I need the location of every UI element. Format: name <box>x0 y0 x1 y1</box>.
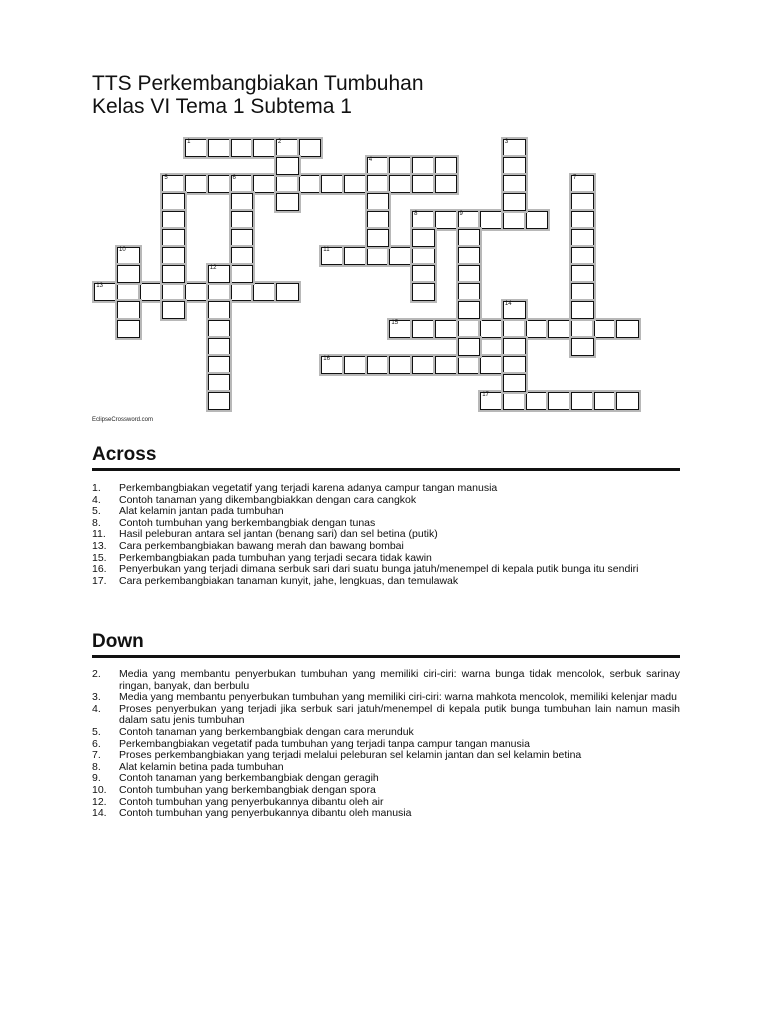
crossword-cell <box>162 247 185 265</box>
crossword-cell <box>616 320 639 338</box>
clue-text: Hasil peleburan antara sel jantan (benang sari) dan sel betina (putik) <box>119 528 438 541</box>
crossword-cell <box>253 283 276 301</box>
crossword-cell <box>571 247 594 265</box>
crossword-cell <box>367 356 390 374</box>
clue-number: 10 <box>119 247 126 254</box>
clue-text: Cara perkembangbiakan bawang merah dan bawang bombai <box>119 539 404 552</box>
crossword-cell <box>548 320 571 338</box>
crossword-cell <box>231 139 254 157</box>
crossword-cell <box>571 193 594 211</box>
clue-text: Alat kelamin jantan pada tumbuhan <box>119 505 284 518</box>
clue-number: 2 <box>277 139 282 145</box>
clue-number: 3 <box>504 139 509 145</box>
clue-text: Media yang membantu penyerbukan tumbuhan yang memiliki ciri-ciri: warna bunga tidak mencolok, serbuk sarinay ringan, banyak, dan berbulu <box>119 668 680 692</box>
crossword-cell <box>162 283 185 301</box>
clue-text: Contoh tanaman yang dikembangbiakkan dengan cara cangkok <box>119 493 417 506</box>
crossword-cell <box>458 211 481 229</box>
crossword-cell <box>367 247 390 265</box>
down-clue-list <box>92 669 680 820</box>
crossword-cell <box>367 175 390 193</box>
clue-text: Contoh tanaman yang berkembangbiak dengan geragih <box>119 772 379 785</box>
clue-text: Penyerbukan yang terjadi dimana serbuk sari dari suatu bunga jatuh/menempel di kepala putik bunga itu sendiri <box>119 563 639 576</box>
clue-number: 12. <box>92 795 107 808</box>
crossword-cell <box>276 283 299 301</box>
across-clue <box>92 483 680 495</box>
crossword-cell <box>571 392 594 410</box>
across-clue <box>92 564 680 576</box>
clue-number: 5. <box>92 725 101 738</box>
crossword-cell <box>412 356 435 374</box>
crossword-cell <box>321 247 344 265</box>
crossword-cell <box>253 175 276 193</box>
down-clue <box>92 669 680 692</box>
clue-number: 4. <box>92 702 101 715</box>
clue-text: Contoh tumbuhan yang penyerbukannya dibantu oleh manusia <box>119 807 412 820</box>
crossword-cell <box>412 265 435 283</box>
crossword-cell <box>412 157 435 175</box>
crossword-cell <box>276 157 299 175</box>
crossword-cell <box>389 320 412 338</box>
crossword-cell <box>480 392 503 410</box>
clue-number: 15 <box>391 319 399 326</box>
clue-text: Cara perkembangbiakan tanaman kunyit, jahe, lengkuas, dan temulawak <box>119 574 459 587</box>
crossword-cell <box>458 247 481 265</box>
crossword-cell <box>208 265 231 283</box>
crossword-cell <box>117 320 140 338</box>
crossword-cell <box>321 175 344 193</box>
crossword-cell <box>571 301 594 319</box>
crossword-cell <box>435 175 458 193</box>
crossword-cell <box>503 301 526 319</box>
clue-number: 6 <box>232 175 236 182</box>
crossword-cell <box>185 283 208 301</box>
crossword-cell <box>367 193 390 211</box>
crossword-cell <box>571 265 594 283</box>
crossword-cell <box>276 175 299 193</box>
clue-number: 11. <box>92 528 106 541</box>
crossword-cell <box>208 338 231 356</box>
down-clue <box>92 704 680 727</box>
clue-number: 6. <box>92 737 101 750</box>
crossword-cell <box>526 211 549 229</box>
crossword-cell <box>276 139 299 157</box>
title-line-1: TTS Perkembangbiakan Tumbuhan <box>92 72 424 95</box>
down-clue <box>92 808 680 820</box>
crossword-cell <box>526 392 549 410</box>
crossword-cell <box>231 247 254 265</box>
clue-text: Alat kelamin betina pada tumbuhan <box>119 760 284 773</box>
crossword-cell <box>503 392 526 410</box>
crossword-cell <box>412 283 435 301</box>
crossword-grid <box>0 0 768 430</box>
clue-number: 9 <box>459 211 463 218</box>
clue-number: 17. <box>92 574 107 587</box>
crossword-cell <box>503 175 526 193</box>
credit-text: EclipseCrossword.com <box>92 417 154 423</box>
clue-number: 14. <box>92 807 107 820</box>
crossword-cell <box>503 157 526 175</box>
clue-number: 7 <box>573 175 577 182</box>
crossword-cell <box>117 301 140 319</box>
clue-number: 7. <box>92 749 101 762</box>
crossword-cell <box>526 320 549 338</box>
clue-number: 13 <box>96 283 103 290</box>
crossword-cell <box>299 139 322 157</box>
clue-text: Contoh tumbuhan yang berkembangbiak dengan spora <box>119 783 376 796</box>
crossword-cell <box>412 175 435 193</box>
clue-number: 15. <box>92 551 107 564</box>
crossword-cell <box>503 374 526 392</box>
down-clue <box>92 727 680 739</box>
crossword-cell <box>367 211 390 229</box>
crossword-cell <box>503 320 526 338</box>
clue-number: 3. <box>92 691 101 704</box>
clue-text: Perkembangbiakan vegetatif yang terjadi karena adanya campur tangan manusia <box>119 482 498 494</box>
clue-number: 1. <box>92 482 101 494</box>
crossword-cell <box>435 320 458 338</box>
crossword-cell <box>231 265 254 283</box>
crossword-cell <box>458 301 481 319</box>
crossword-cell <box>435 356 458 374</box>
clue-number: 16. <box>92 563 107 576</box>
crossword-cell <box>162 265 185 283</box>
clue-number: 11 <box>323 247 330 254</box>
crossword-cell <box>231 283 254 301</box>
crossword-cell <box>412 320 435 338</box>
crossword-cell <box>571 283 594 301</box>
clue-number: 4 <box>368 157 373 164</box>
crossword-cell <box>571 211 594 229</box>
clue-text: Perkembangbiakan vegetatif pada tumbuhan yang terjadi tanpa campur tangan manusia <box>119 737 530 750</box>
across-heading: Across <box>92 444 680 471</box>
clue-number: 4. <box>92 493 101 506</box>
crossword-cell <box>117 247 140 265</box>
crossword-cell <box>480 211 503 229</box>
crossword-cell <box>208 175 231 193</box>
crossword-cell <box>389 356 412 374</box>
crossword-cell <box>208 139 231 157</box>
down-clue <box>92 785 680 797</box>
crossword-cell <box>162 301 185 319</box>
down-clue <box>92 750 680 762</box>
crossword-cell <box>480 320 503 338</box>
crossword-cell <box>480 356 503 374</box>
crossword-cell <box>412 211 435 229</box>
crossword-cell <box>594 320 617 338</box>
crossword-cell <box>503 211 526 229</box>
crossword-cell <box>367 157 390 175</box>
crossword-cell <box>571 175 594 193</box>
clue-number: 5 <box>164 175 168 182</box>
clue-text: Perkembangbiakan pada tumbuhan yang terjadi secara tidak kawin <box>119 551 432 564</box>
crossword-cell <box>458 356 481 374</box>
crossword-cell <box>503 338 526 356</box>
crossword-cell <box>321 356 344 374</box>
crossword-cell <box>458 320 481 338</box>
crossword-cell <box>117 283 140 301</box>
crossword-cell <box>458 265 481 283</box>
crossword-cell <box>412 229 435 247</box>
clue-number: 16 <box>323 355 330 362</box>
clue-text: Proses perkembangbiakan yang terjadi melalui peleburan sel kelamin jantan dan sel kelamin betina <box>119 749 582 762</box>
crossword-cell <box>571 229 594 247</box>
crossword-cell <box>389 157 412 175</box>
crossword-cell <box>344 247 367 265</box>
crossword-cell <box>616 392 639 410</box>
title-line-2: Kelas VI Tema 1 Subtema 1 <box>92 95 352 118</box>
crossword-cell <box>185 139 208 157</box>
clue-number: 17 <box>482 391 489 398</box>
crossword-cell <box>208 374 231 392</box>
crossword-cell <box>571 320 594 338</box>
clue-text: Proses penyerbukan yang terjadi jika serbuk sari jatuh/menempel di kepala putik bunga tumbuhan lain namun masih dalam satu jenis tumbuhan <box>119 702 680 727</box>
crossword-cell <box>594 392 617 410</box>
crossword-cell <box>344 175 367 193</box>
clue-number: 8 <box>414 211 418 218</box>
crossword-cell <box>185 175 208 193</box>
crossword-cell <box>458 229 481 247</box>
clue-number: 5. <box>92 505 101 518</box>
crossword-cell <box>435 157 458 175</box>
crossword-cell <box>162 211 185 229</box>
crossword-cell <box>458 338 481 356</box>
crossword-cell <box>389 175 412 193</box>
crossword-cell <box>208 283 231 301</box>
crossword-cell <box>412 247 435 265</box>
crossword-cell <box>208 356 231 374</box>
crossword-cell <box>140 283 163 301</box>
crossword-cell <box>503 139 526 157</box>
crossword-cell <box>367 229 390 247</box>
clue-number: 14 <box>504 301 512 308</box>
clue-text: Contoh tumbuhan yang penyerbukannya dibantu oleh air <box>119 795 384 808</box>
crossword-cell <box>208 392 231 410</box>
across-clue <box>92 576 680 588</box>
clue-number: 9. <box>92 772 101 785</box>
across-clue <box>92 541 680 553</box>
crossword-cell <box>208 301 231 319</box>
crossword-cell <box>162 229 185 247</box>
crossword-cell <box>231 211 254 229</box>
crossword-cell <box>571 338 594 356</box>
crossword-cell <box>94 283 117 301</box>
clue-number: 12 <box>209 265 217 272</box>
clue-text: Contoh tumbuhan yang berkembangbiak dengan tunas <box>119 516 376 529</box>
clue-text: Media yang membantu penyerbukan tumbuhan yang memiliki ciri-ciri: warna mahkota mencolok, memiliki kelenjar madu <box>119 691 677 704</box>
clue-number: 13. <box>92 539 107 552</box>
clue-number: 10. <box>92 783 107 796</box>
crossword-cell <box>548 392 571 410</box>
crossword-cell <box>208 320 231 338</box>
crossword-cell <box>231 229 254 247</box>
crossword-cell <box>389 247 412 265</box>
across-clue-list <box>92 483 680 587</box>
crossword-cell <box>253 139 276 157</box>
crossword-cell <box>162 175 185 193</box>
crossword-cell <box>299 175 322 193</box>
clue-text: Contoh tanaman yang berkembangbiak dengan cara merunduk <box>119 725 414 738</box>
clue-number: 8. <box>92 760 101 773</box>
crossword-cell <box>231 175 254 193</box>
crossword-cell <box>435 211 458 229</box>
clue-number: 8. <box>92 516 101 529</box>
clue-number: 1 <box>187 139 191 145</box>
crossword-cell <box>117 265 140 283</box>
crossword-cell <box>276 193 299 211</box>
crossword-cell <box>344 356 367 374</box>
crossword-cell <box>162 193 185 211</box>
crossword-cell <box>503 356 526 374</box>
clue-number: 2. <box>92 668 101 680</box>
crossword-cell <box>231 193 254 211</box>
crossword-cell <box>503 193 526 211</box>
crossword-cell <box>458 283 481 301</box>
down-heading: Down <box>92 631 680 658</box>
